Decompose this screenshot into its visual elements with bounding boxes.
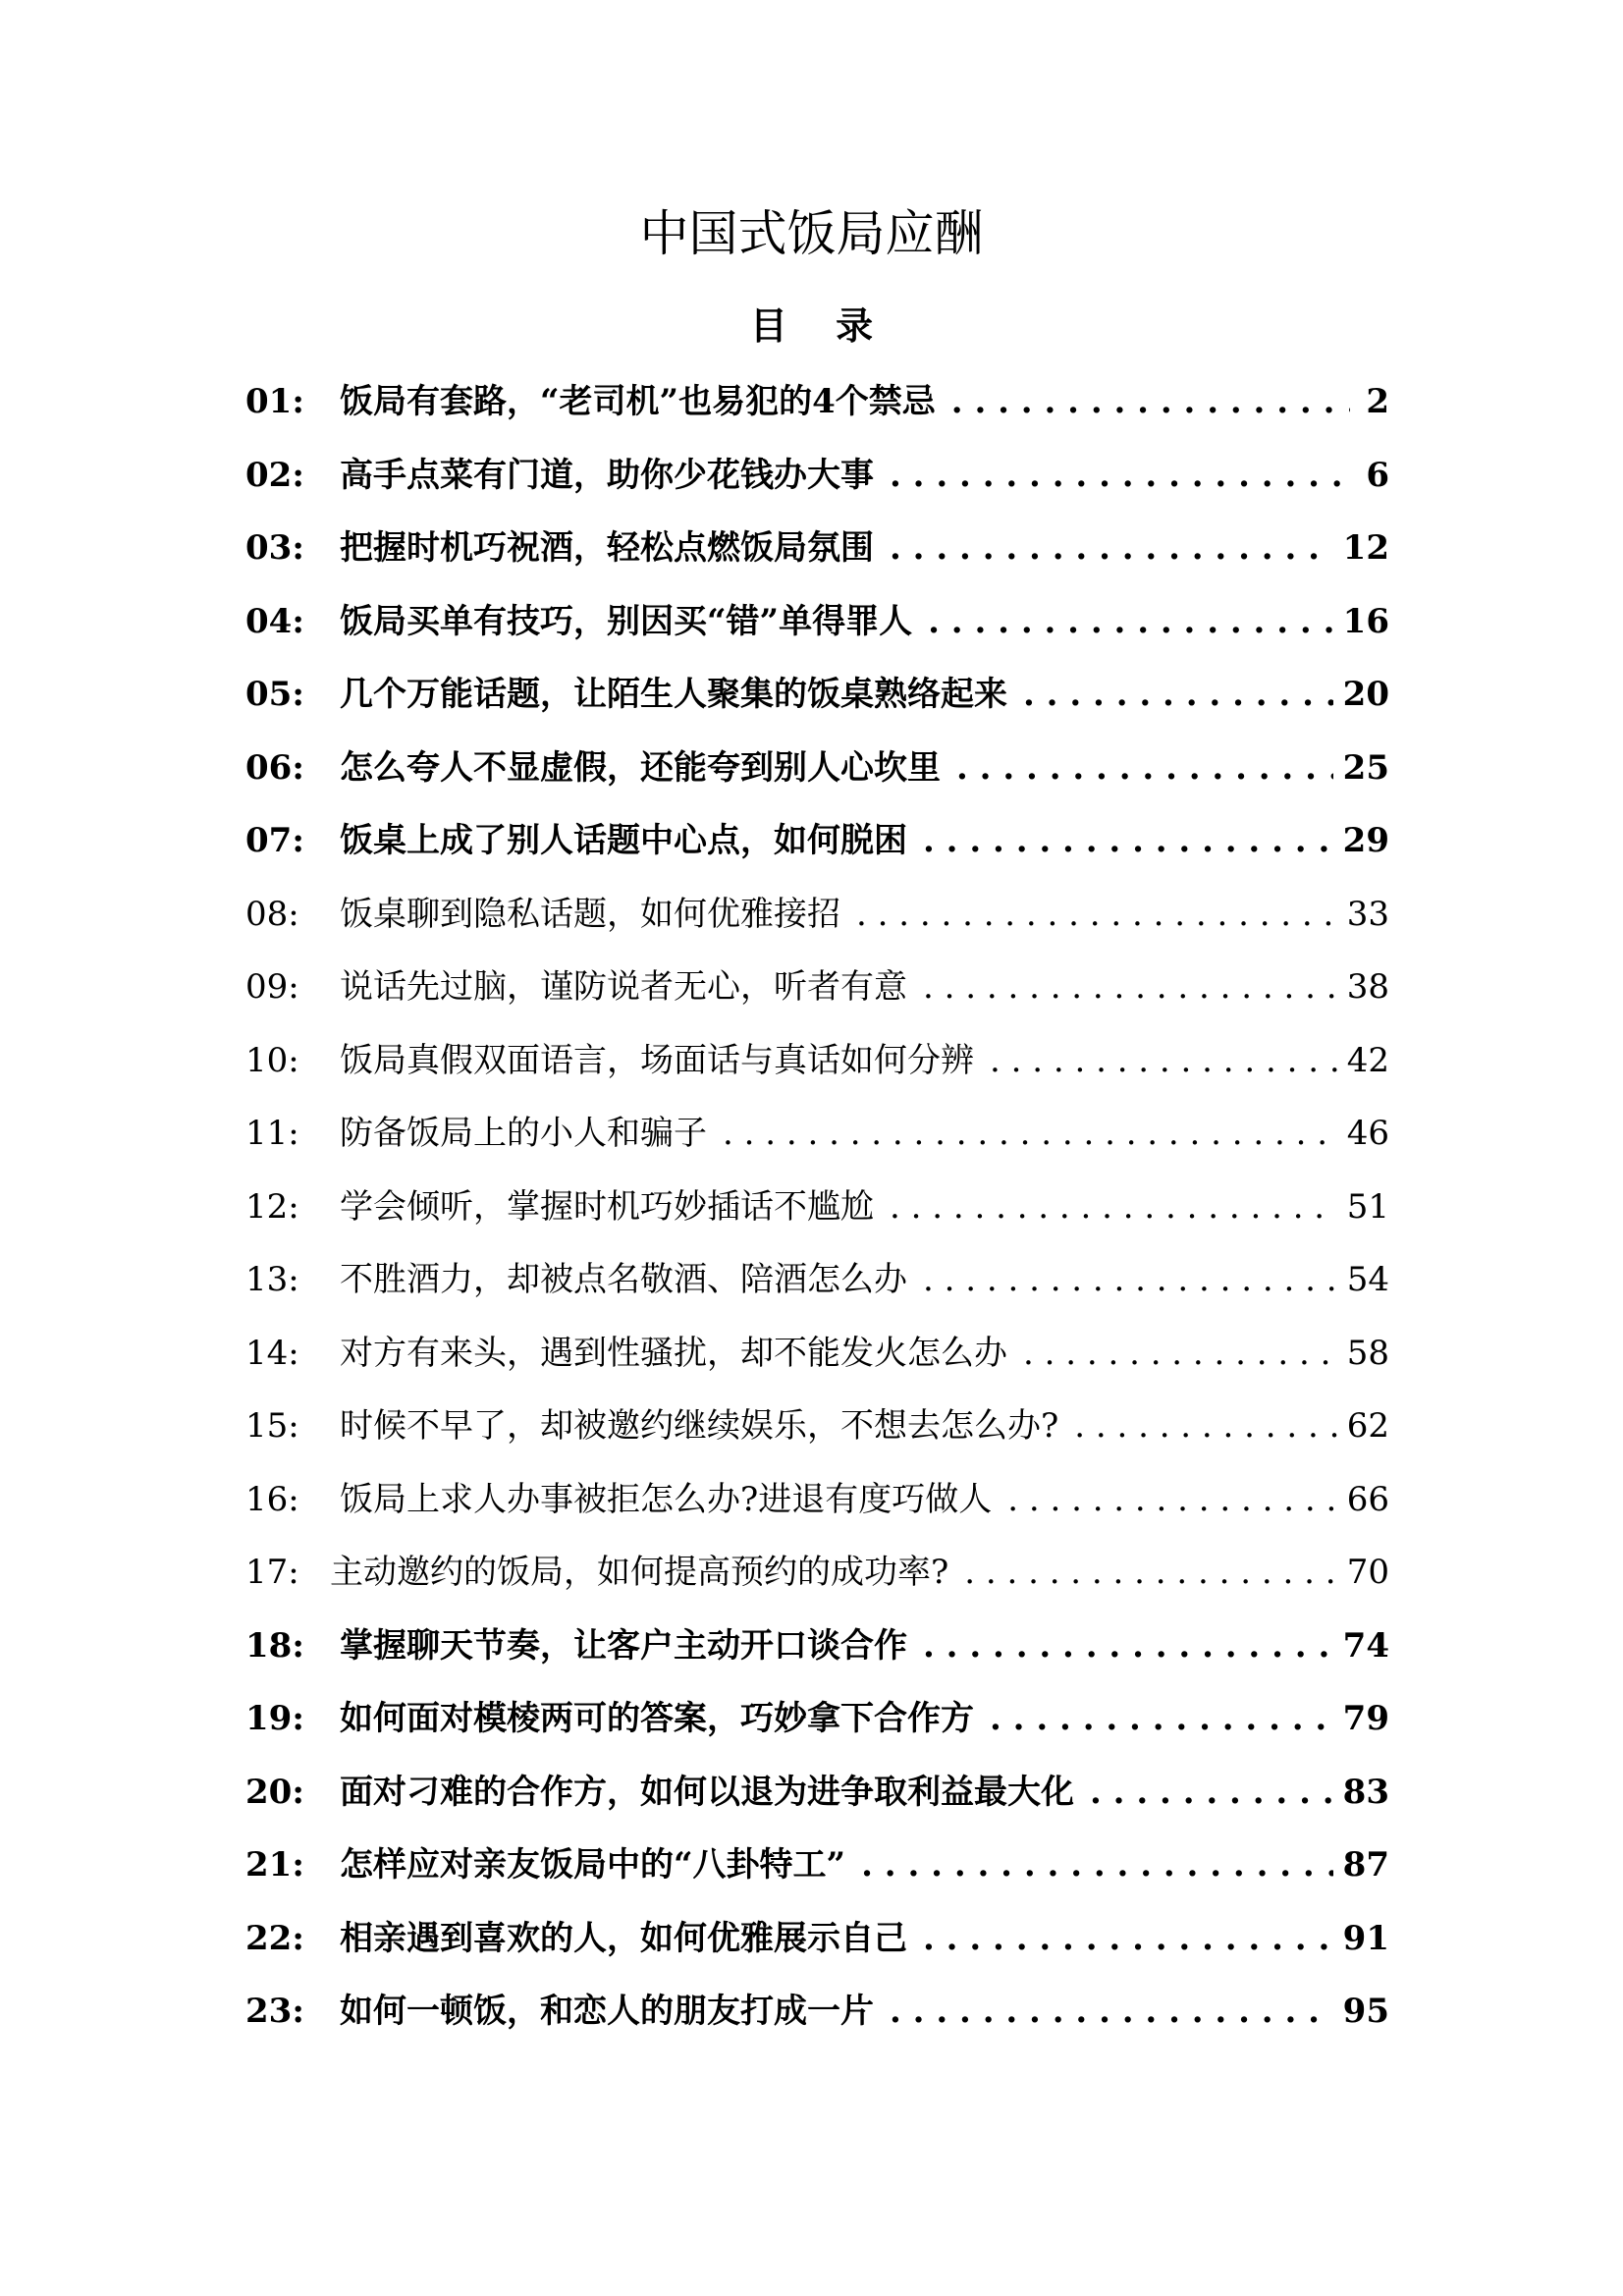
toc-entry-title: 对方有来头，遇到性骚扰，却不能发火怎么办 (340, 1333, 1007, 1373)
document-title: 中国式饭局应酬 (639, 205, 984, 262)
dot-leader (951, 365, 1350, 439)
dot-leader (723, 1097, 1337, 1171)
toc-entry[interactable] (245, 1097, 1389, 1171)
toc-entry[interactable] (245, 1610, 1389, 1683)
dot-leader (923, 804, 1333, 878)
toc-entry[interactable] (245, 1243, 1389, 1317)
toc-entry-number: 20: (245, 1772, 304, 1812)
toc-entry-title: 掌握聊天节奏，让客户主动开口谈合作 (340, 1625, 907, 1666)
toc-entry-page: 51 (1346, 1186, 1389, 1227)
table-of-contents (245, 365, 1389, 2049)
toc-entry-page: 20 (1342, 675, 1389, 714)
toc-entry-title: 怎样应对亲友饭局中的“八卦特工” (340, 1845, 846, 1885)
toc-entry-page: 79 (1342, 1699, 1389, 1738)
toc-entry[interactable] (245, 804, 1389, 878)
toc-entry-title: 饭局买单有技巧，别因买“错”单得罪人 (340, 601, 913, 641)
toc-entry[interactable] (245, 1171, 1389, 1244)
dot-leader (1074, 1390, 1337, 1463)
toc-entry[interactable] (245, 365, 1389, 439)
toc-entry-title: 主动邀约的饭局，如何提高预约的成功率? (330, 1553, 949, 1592)
toc-entry[interactable] (245, 1829, 1389, 1902)
toc-entry-page: 58 (1346, 1333, 1389, 1373)
dot-leader (890, 439, 1350, 513)
toc-entry[interactable] (245, 1975, 1389, 2049)
dot-leader (1023, 1317, 1337, 1391)
toc-entry-number: 08: (245, 894, 299, 934)
toc-entry-number: 03: (245, 528, 304, 568)
toc-entry-page: 87 (1342, 1845, 1389, 1885)
dot-leader (990, 1024, 1337, 1098)
toc-entry[interactable] (245, 1902, 1389, 1976)
toc-entry[interactable] (245, 1756, 1389, 1830)
toc-entry-number: 18: (245, 1625, 304, 1666)
toc-entry[interactable] (245, 1463, 1389, 1537)
dot-leader (861, 1829, 1333, 1902)
toc-entry-page: 46 (1346, 1114, 1389, 1153)
toc-entry-number: 10: (245, 1040, 299, 1080)
toc-entry-page: 74 (1342, 1625, 1389, 1666)
toc-entry-title: 相亲遇到喜欢的人，如何优雅展示自己 (340, 1918, 907, 1958)
toc-entry-number: 12: (245, 1186, 299, 1227)
toc-entry[interactable] (245, 658, 1389, 732)
toc-entry-title: 饭局上求人办事被拒怎么办?进退有度巧做人 (340, 1479, 993, 1519)
toc-entry[interactable] (245, 1317, 1389, 1391)
toc-entry-title: 饭桌上成了别人话题中心点，如何脱困 (340, 821, 907, 860)
dot-leader (890, 512, 1333, 585)
toc-entry-title: 饭桌聊到隐私话题，如何优雅接招 (340, 894, 840, 934)
dot-leader (890, 1171, 1337, 1244)
toc-entry[interactable] (245, 732, 1389, 805)
dot-leader (890, 1975, 1333, 2049)
dot-leader (923, 1902, 1333, 1976)
toc-entry-title: 高手点菜有门道，助你少花钱办大事 (340, 455, 874, 495)
toc-entry-page: 54 (1346, 1260, 1389, 1299)
toc-entry-number: 07: (245, 821, 304, 860)
toc-entry[interactable] (245, 951, 1389, 1024)
toc-entry-title: 饭局真假双面语言，场面话与真话如何分辨 (340, 1040, 974, 1080)
toc-entry-number: 14: (245, 1333, 299, 1373)
toc-entry-number: 19: (245, 1699, 304, 1738)
toc-entry-number: 06: (245, 747, 304, 788)
toc-entry-title: 面对刁难的合作方，如何以退为进争取利益最大化 (340, 1772, 1074, 1812)
dot-leader (956, 732, 1333, 805)
toc-entry-page: 70 (1346, 1553, 1389, 1592)
toc-entry-page: 6 (1366, 455, 1389, 495)
toc-entry-page: 42 (1346, 1040, 1389, 1080)
toc-entry[interactable] (245, 878, 1389, 952)
toc-entry-page: 25 (1342, 747, 1389, 788)
toc-entry-page: 38 (1346, 967, 1389, 1007)
dot-leader (923, 1610, 1333, 1683)
toc-entry-title: 怎么夸人不显虚假，还能夸到别人心坎里 (340, 747, 941, 788)
toc-entry[interactable] (245, 1682, 1389, 1756)
dot-leader (923, 951, 1337, 1024)
toc-entry-number: 15: (245, 1406, 299, 1446)
toc-entry-title: 学会倾听，掌握时机巧妙插话不尴尬 (340, 1186, 874, 1227)
toc-entry-page: 29 (1342, 821, 1389, 860)
toc-entry-number: 11: (245, 1114, 299, 1153)
toc-entry-page: 62 (1346, 1406, 1389, 1446)
dot-leader (1023, 658, 1333, 732)
dot-leader (1007, 1463, 1337, 1537)
dot-leader (990, 1682, 1333, 1756)
toc-entry-page: 66 (1346, 1479, 1389, 1519)
toc-entry-title: 把握时机巧祝酒，轻松点燃饭局氛围 (340, 528, 874, 568)
toc-entry-title: 如何面对模棱两可的答案，巧妙拿下合作方 (340, 1699, 974, 1738)
dot-leader (928, 585, 1333, 659)
toc-entry[interactable] (245, 1390, 1389, 1463)
dot-leader (923, 1243, 1337, 1317)
toc-entry-page: 16 (1342, 601, 1389, 641)
toc-entry-number: 04: (245, 601, 304, 641)
toc-entry-number: 17: (245, 1553, 299, 1592)
toc-entry-page: 2 (1366, 382, 1389, 421)
toc-entry-title: 时候不早了，却被邀约继续娱乐，不想去怎么办? (340, 1406, 1059, 1446)
toc-entry[interactable] (245, 585, 1389, 659)
dot-leader (964, 1536, 1337, 1610)
toc-entry-page: 95 (1342, 1992, 1389, 2031)
toc-entry[interactable] (245, 1536, 1389, 1610)
dot-leader (856, 878, 1337, 952)
toc-entry-title: 防备饭局上的小人和骗子 (340, 1114, 707, 1153)
toc-entry-number: 09: (245, 967, 299, 1007)
toc-entry-number: 05: (245, 675, 304, 714)
toc-entry-number: 22: (245, 1918, 304, 1958)
toc-entry-number: 23: (245, 1992, 304, 2031)
toc-entry-number: 21: (245, 1845, 304, 1885)
toc-entry-page: 91 (1342, 1918, 1389, 1958)
toc-entry[interactable] (245, 1024, 1389, 1098)
toc-entry-page: 12 (1342, 528, 1389, 568)
toc-entry-title: 说话先过脑，谨防说者无心，听者有意 (340, 967, 907, 1007)
toc-heading: 目 录 (749, 303, 892, 348)
toc-entry-number: 13: (245, 1260, 299, 1299)
toc-entry-title: 几个万能话题，让陌生人聚集的饭桌熟络起来 (340, 675, 1007, 714)
toc-entry[interactable] (245, 512, 1389, 585)
toc-entry-page: 83 (1342, 1772, 1389, 1812)
toc-entry-title: 如何一顿饭，和恋人的朋友打成一片 (340, 1992, 874, 2031)
dot-leader (1090, 1756, 1333, 1830)
toc-entry-title: 不胜酒力，却被点名敬酒、陪酒怎么办 (340, 1260, 907, 1299)
toc-entry[interactable] (245, 439, 1389, 513)
toc-entry-page: 33 (1346, 894, 1389, 934)
toc-entry-title: 饭局有套路，“老司机”也易犯的4个禁忌 (340, 382, 936, 421)
toc-entry-number: 16: (245, 1479, 299, 1519)
toc-entry-number: 01: (245, 382, 304, 421)
toc-entry-number: 02: (245, 455, 304, 495)
